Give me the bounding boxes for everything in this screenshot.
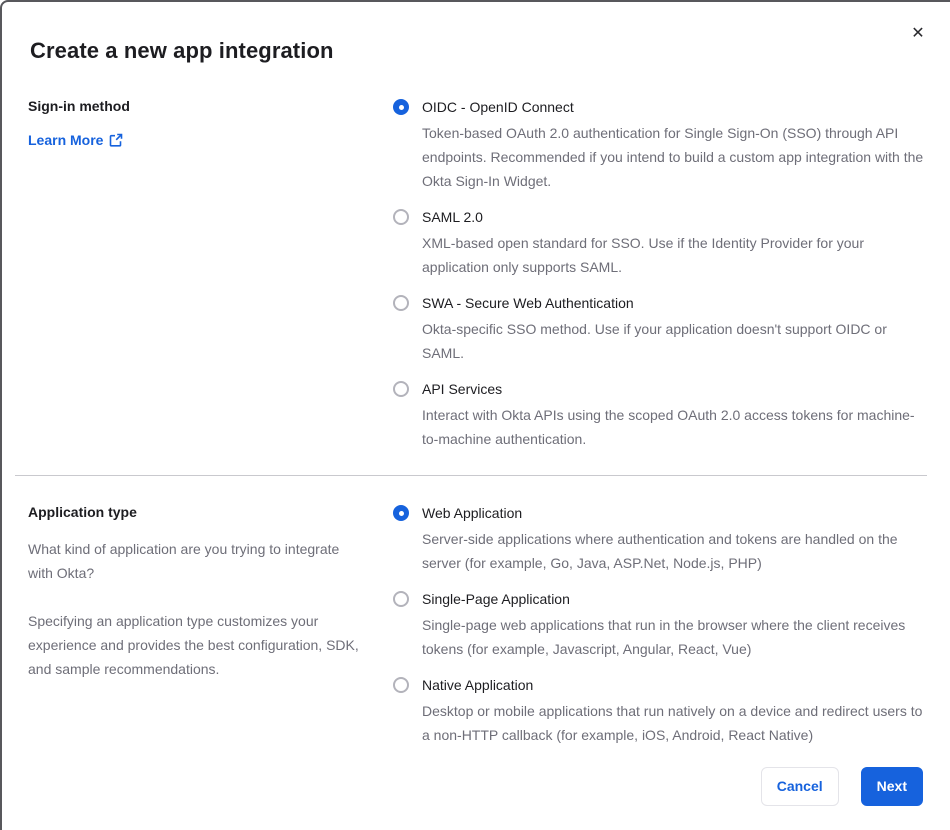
radio-option-label: Native Application xyxy=(422,677,534,693)
radio-option-label: Single-Page Application xyxy=(422,591,570,607)
radio-option[interactable] xyxy=(393,589,926,661)
radio-option[interactable] xyxy=(393,293,926,365)
radio-icon[interactable] xyxy=(393,209,409,225)
radio-option[interactable] xyxy=(393,675,926,747)
radio-option[interactable] xyxy=(393,207,926,279)
cancel-button[interactable]: Cancel xyxy=(761,767,839,806)
radio-option-body xyxy=(422,379,926,451)
signin-method-left-column xyxy=(28,97,365,451)
application-type-section xyxy=(28,503,926,747)
radio-option-description: Interact with Okta APIs using the scoped OAuth 2.0 access tokens for machine-to-machine authentication. xyxy=(422,407,915,447)
radio-option-body xyxy=(422,207,926,279)
close-icon[interactable]: ✕ xyxy=(906,22,930,46)
radio-option[interactable] xyxy=(393,379,926,451)
signin-method-heading: Sign-in method xyxy=(28,98,130,114)
radio-option-label: API Services xyxy=(422,381,503,397)
next-button[interactable]: Next xyxy=(861,767,923,806)
radio-option-body xyxy=(422,589,926,661)
application-type-paragraph-2: Specifying an application type customizes your experience and provides the best configuration, SDK, and sample recommendations. xyxy=(28,613,359,677)
dialog-footer xyxy=(761,767,923,806)
external-link-icon xyxy=(109,133,123,147)
radio-option-description: Single-page web applications that run in the browser where the client receives tokens (for example, Javascript, Angular, React, Vue) xyxy=(422,617,906,657)
radio-icon[interactable] xyxy=(393,505,409,521)
radio-option-body xyxy=(422,503,926,575)
radio-option-label: SAML 2.0 xyxy=(422,209,483,225)
radio-option-body xyxy=(422,675,926,747)
application-type-left-column xyxy=(28,503,365,747)
radio-option-description: Desktop or mobile applications that run natively on a device and redirect users to a non-HTTP callback (for example, iOS, Android, React Native) xyxy=(422,703,923,743)
radio-option-body xyxy=(422,293,926,365)
apptype-options xyxy=(393,503,926,747)
radio-icon[interactable] xyxy=(393,295,409,311)
radio-icon[interactable] xyxy=(393,677,409,693)
application-type-heading: Application type xyxy=(28,504,137,520)
learn-more-link[interactable] xyxy=(28,131,123,149)
radio-option-label: Web Application xyxy=(422,505,523,521)
radio-option-label: SWA - Secure Web Authentication xyxy=(422,295,634,311)
learn-more-label: Learn More xyxy=(28,132,104,148)
radio-icon[interactable] xyxy=(393,591,409,607)
radio-option[interactable] xyxy=(393,503,926,575)
section-divider xyxy=(15,475,927,476)
radio-icon[interactable] xyxy=(393,99,409,115)
radio-option-description: Token-based OAuth 2.0 authentication for Single Sign-On (SSO) through API endpoints. Recommended if you intend to build a custom app integration with the Okta Sign-In Widget. xyxy=(422,125,924,189)
radio-option-label: OIDC - OpenID Connect xyxy=(422,99,574,115)
dialog-title: Create a new app integration xyxy=(30,38,334,63)
radio-option-description: Okta-specific SSO method. Use if your application doesn't support OIDC or SAML. xyxy=(422,321,887,361)
radio-icon[interactable] xyxy=(393,381,409,397)
signin-method-section xyxy=(28,97,926,451)
application-type-paragraph-1: What kind of application are you trying to integrate with Okta? xyxy=(28,541,340,581)
signin-options xyxy=(393,97,926,451)
radio-option-description: XML-based open standard for SSO. Use if the Identity Provider for your application only supports SAML. xyxy=(422,235,864,275)
radio-option-body xyxy=(422,97,926,193)
radio-option[interactable] xyxy=(393,97,926,193)
radio-option-description: Server-side applications where authentication and tokens are handled on the server (for example, Go, Java, ASP.Net, Node.js, PHP) xyxy=(422,531,898,571)
